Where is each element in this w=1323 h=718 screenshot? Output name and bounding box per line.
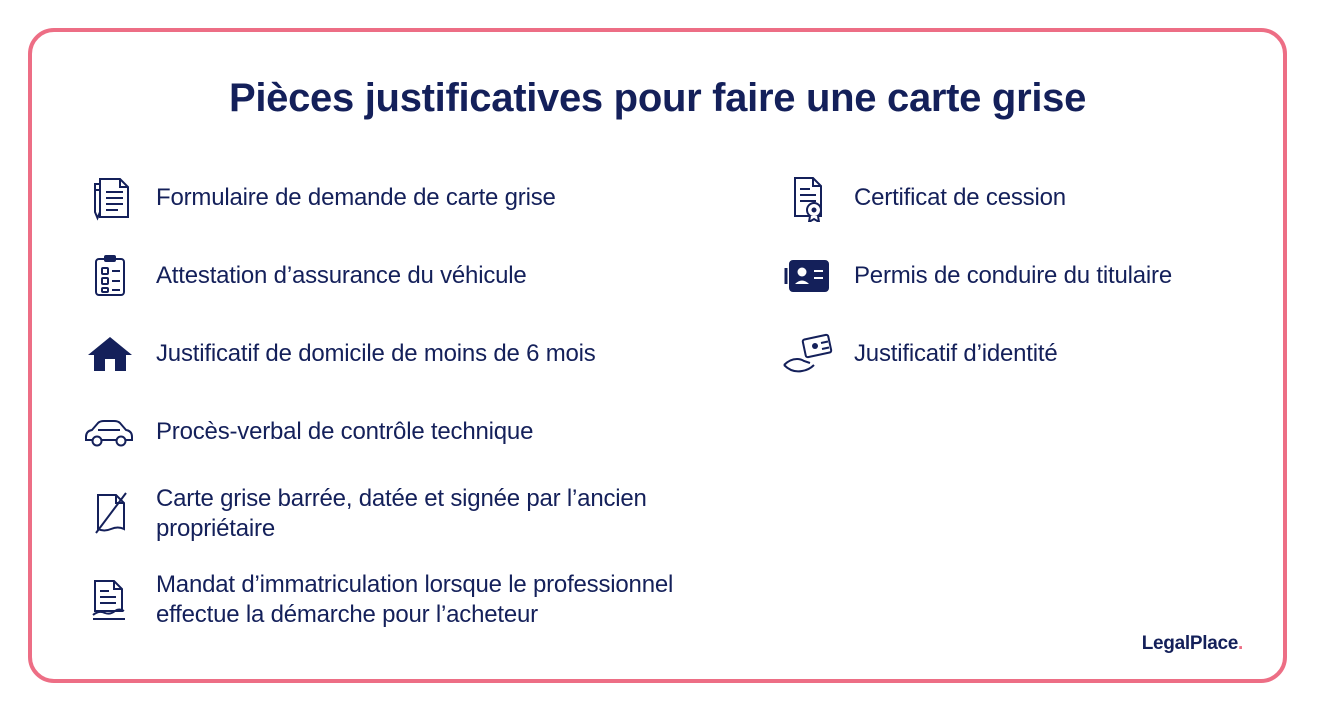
- left-column: [74, 172, 754, 656]
- clipboard-checklist-icon: [74, 250, 146, 302]
- infographic-card: [28, 28, 1287, 683]
- list-item: [772, 172, 1272, 224]
- list-item: [772, 250, 1272, 302]
- hand-id-card-icon: [772, 328, 844, 380]
- certificate-seal-icon: [772, 172, 844, 224]
- list-item: [74, 570, 754, 630]
- list-item-label: Permis de conduire du titulaire: [854, 262, 1172, 289]
- list-item: [74, 172, 754, 224]
- list-item: [74, 484, 754, 544]
- logo-dot: .: [1238, 633, 1243, 654]
- id-card-icon: [772, 250, 844, 302]
- list-item-label: Justificatif d’identité: [854, 340, 1058, 367]
- document-pen-icon: [74, 172, 146, 224]
- list-item-label: Formulaire de demande de carte grise: [156, 184, 556, 211]
- house-icon: [74, 328, 146, 380]
- list-item-label: Justificatif de domicile de moins de 6 mois: [156, 340, 596, 367]
- legalplace-logo: [1142, 633, 1243, 655]
- crossed-document-icon: [74, 488, 146, 540]
- list-item-label: Mandat d’immatriculation lorsque le professionnel effectue la démarche pour l’acheteur: [156, 571, 674, 628]
- list-item: [74, 328, 754, 380]
- list-item: [772, 328, 1272, 380]
- list-item-label: Carte grise barrée, datée et signée par l’ancien propriétaire: [156, 485, 647, 542]
- list-item: [74, 406, 754, 458]
- list-item-label: Procès-verbal de contrôle technique: [156, 418, 534, 445]
- logo-text: LegalPlace: [1141, 633, 1239, 654]
- signed-document-icon: [74, 574, 146, 626]
- car-icon: [74, 406, 146, 458]
- list-item-label: Certificat de cession: [854, 184, 1066, 211]
- page-title: Pièces justificatives pour faire une carte grise: [228, 76, 1087, 120]
- list-item: [74, 250, 754, 302]
- list-item-label: Attestation d’assurance du véhicule: [156, 262, 527, 289]
- right-column: [772, 172, 1272, 406]
